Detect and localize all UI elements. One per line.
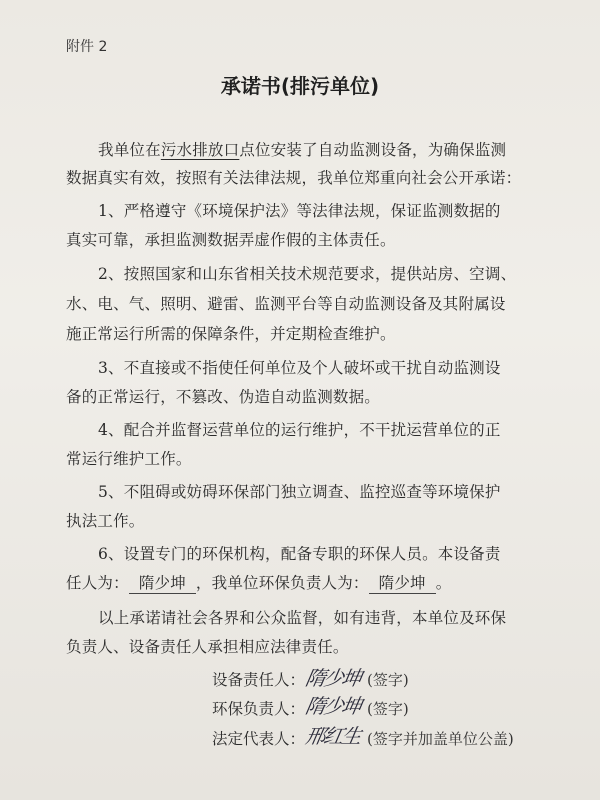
item-2-line3: 施正常运行所需的保障条件，并定期检查维护。 (66, 325, 396, 343)
page-title: 承诺书(排污单位) (220, 74, 380, 98)
equipment-signature-label: 设备责任人： (212, 671, 306, 689)
env-person-field: 隋少坤 (369, 571, 436, 594)
item-2-line1: 2、按照国家和山东省相关技术规范要求，提供站房、空调、 (98, 265, 517, 283)
item-1-line1: 1、严格遵守《环境保护法》等法律法规，保证监测数据的 (98, 202, 501, 220)
legal-signature-label: 法定代表人： (212, 730, 306, 748)
signature-row-legal (212, 727, 514, 749)
env-handwritten-signature: 隋少坤 (303, 694, 362, 718)
equipment-signature-note: (签字) (367, 671, 409, 689)
closing-line2: 负责人、设备责任人承担相应法律责任。 (66, 638, 349, 656)
item-4-line2: 常运行维护工作。 (66, 450, 192, 468)
equipment-person-field: 隋少坤 (129, 571, 196, 594)
paragraph-intro-line1: 我单位在污水排放口点位安装了自动监测设备，为确保监测 (98, 141, 507, 159)
item-1-line2: 真实可靠，承担监测数据弄虚作假的主体责任。 (66, 231, 396, 249)
legal-handwritten-signature: 邢红生 (303, 724, 362, 748)
item-6-line1: 6、设置专门的环保机构，配备专职的环保人员。本设备责 (98, 545, 501, 563)
item-5-line2: 执法工作。 (66, 512, 145, 530)
item-6-line2: 任人为： 隋少坤 ，我单位环保负责人为： 隋少坤 。 (66, 571, 451, 594)
item-4-line1: 4、配合并监督运营单位的运行维护，不干扰运营单位的正 (98, 421, 501, 439)
item-3-line1: 3、不直接或不指使任何单位及个人破坏或干扰自动监测设 (98, 359, 501, 377)
closing-line1: 以上承诺请社会各界和公众监督，如有违背，本单位及环保 (98, 609, 507, 627)
paragraph-intro-line2: 数据真实有效，按照有关法律法规，我单位郑重向社会公开承诺： (66, 169, 522, 187)
item-5-line1: 5、不阻碍或妨碍环保部门独立调查、监控巡查等环境保护 (98, 483, 501, 501)
equipment-handwritten-signature: 隋少坤 (303, 666, 362, 690)
legal-signature-note: (签字并加盖单位公盖) (367, 730, 514, 748)
env-signature-note: (签字) (367, 700, 409, 718)
location-value: 污水排放口 (160, 141, 240, 159)
attachment-label: 附件 2 (66, 39, 108, 55)
item-2-line2: 水、电、气、照明、避雷、监测平台等自动监测设备及其附属设 (66, 295, 506, 313)
item-3-line2: 备的正常运行，不篡改、伪造自动监测数据。 (66, 388, 381, 406)
env-signature-label: 环保负责人： (212, 700, 306, 718)
